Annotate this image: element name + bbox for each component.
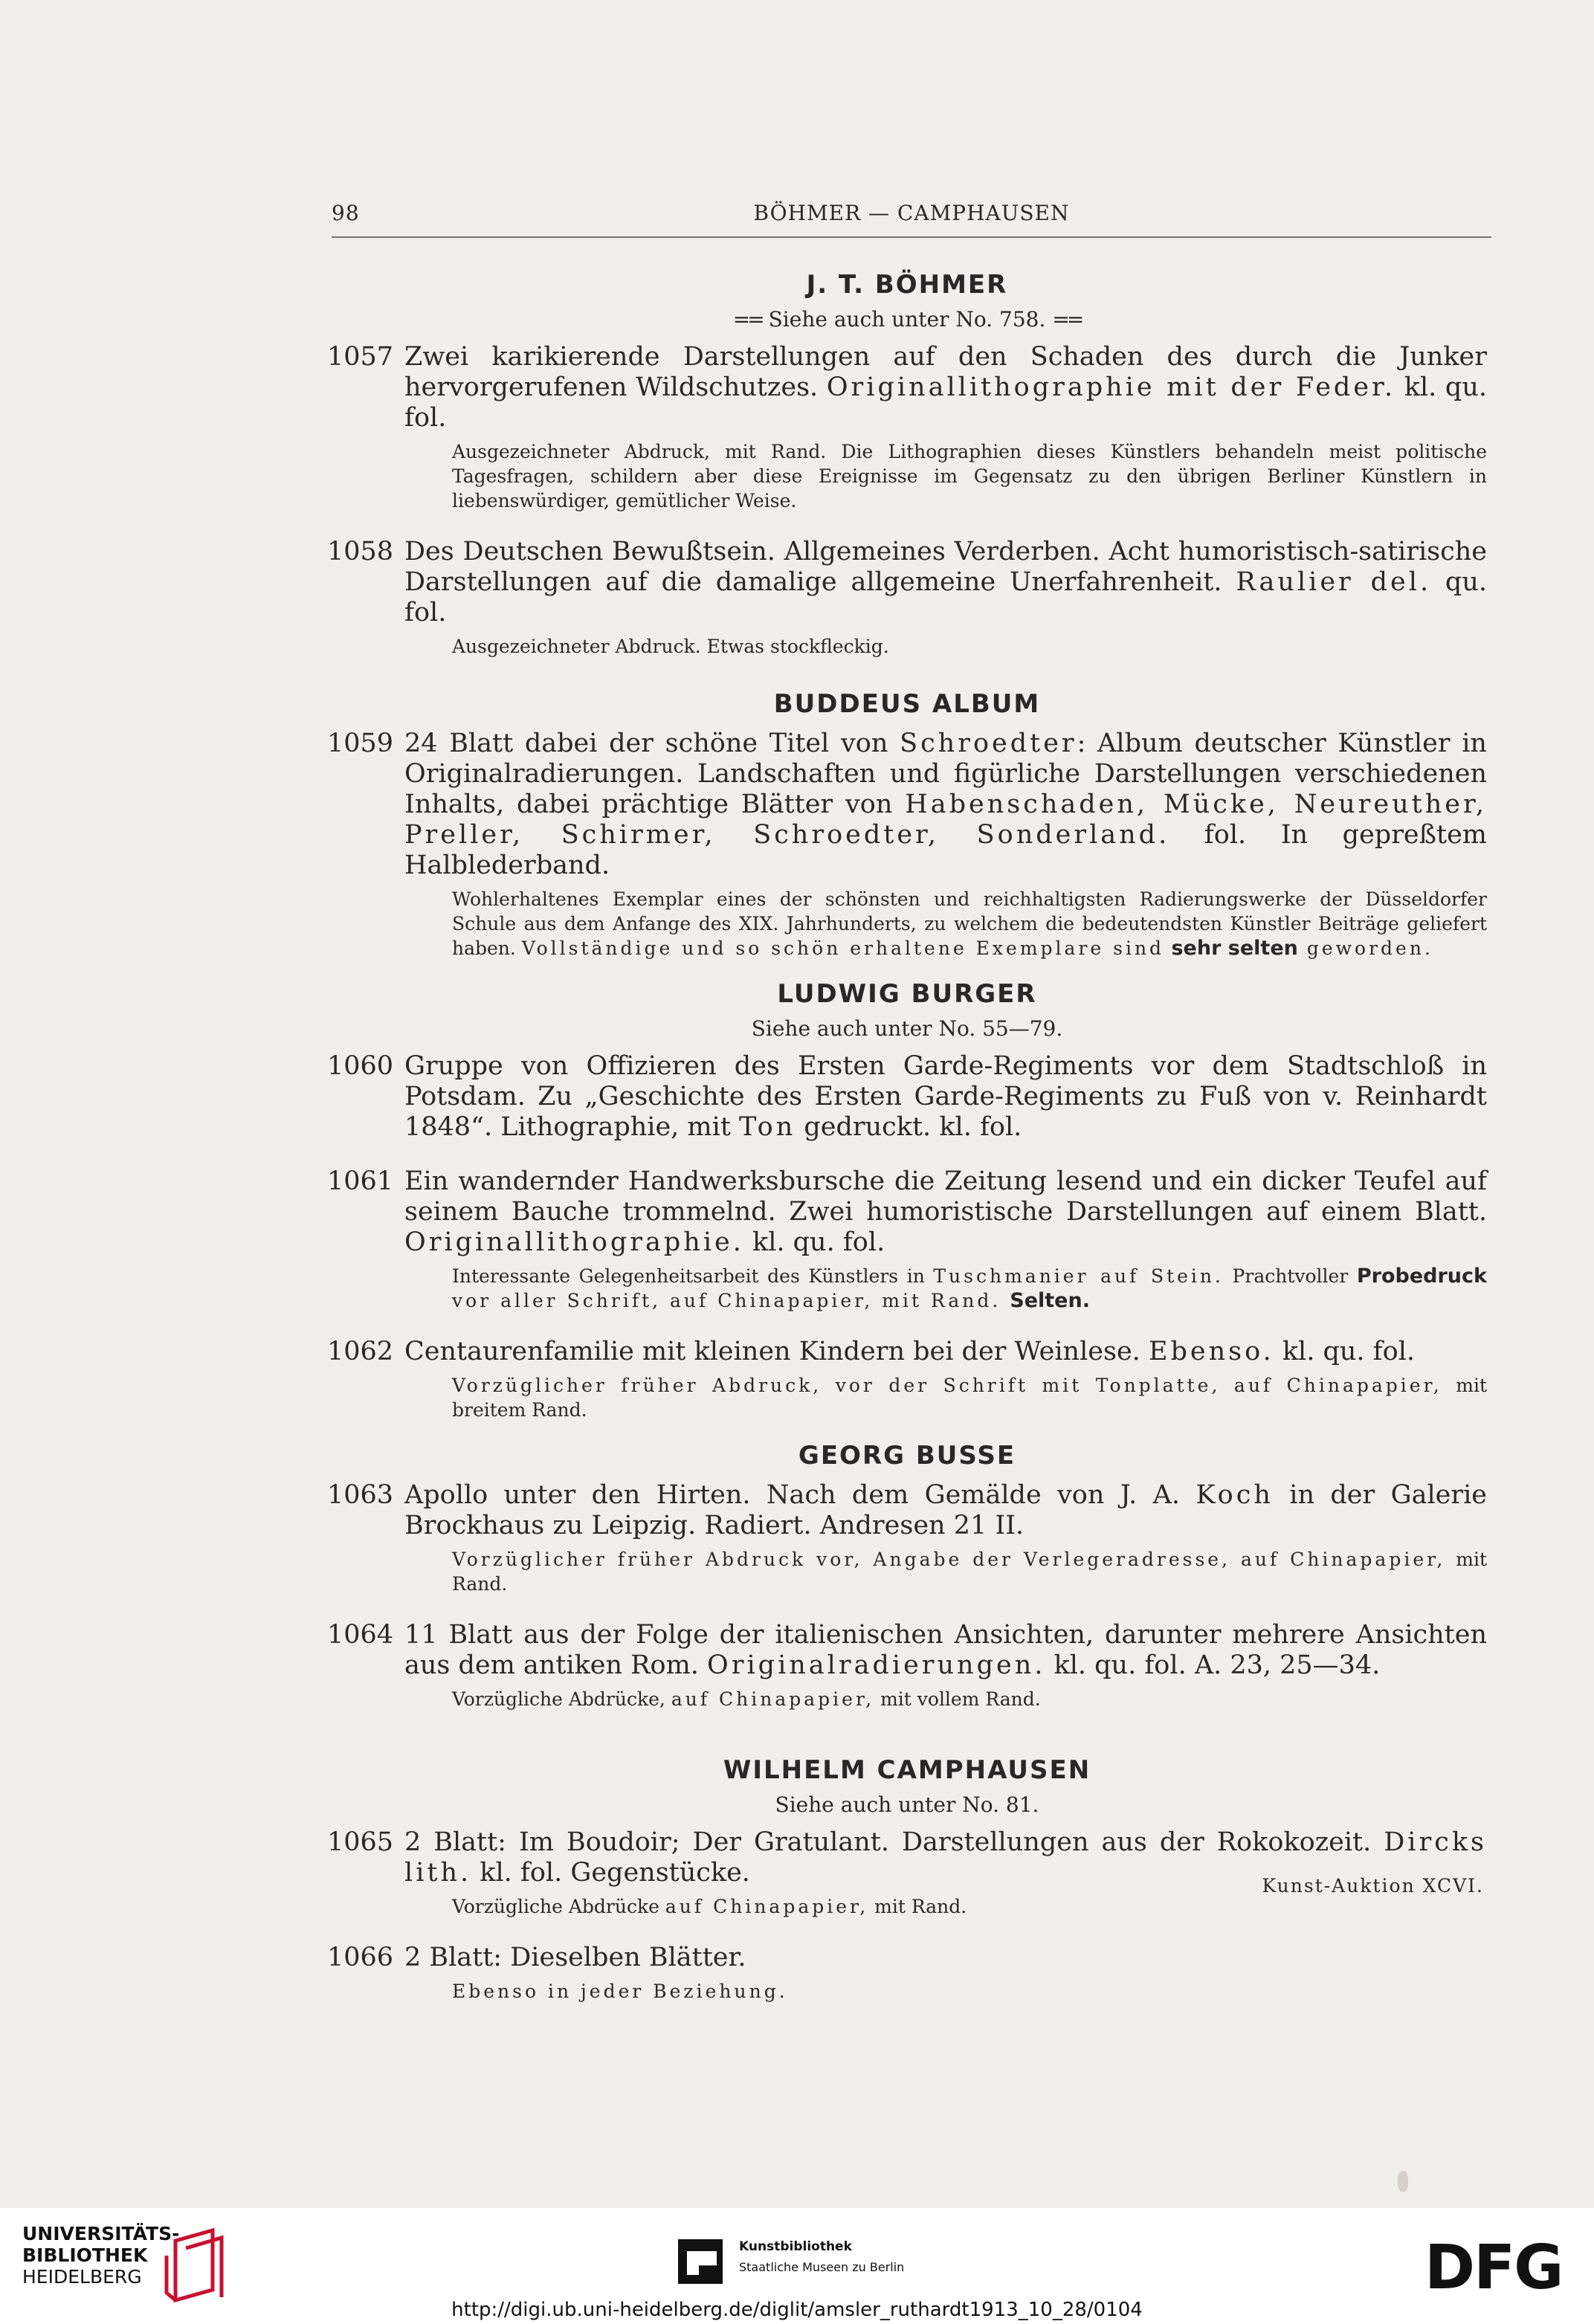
header-rule (332, 236, 1491, 238)
entry-text: 24 Blatt dabei der schöne Titel von Schroedter: Album deutscher Künstler in Originalradierungen. Landschaften und figürliche Darstellungen verschiedenen Inhalts, dabei prächtige Blätter von Habenschaden, Mücke, Neureuther, Preller, Schirmer, Schroedter, Sonderland. fol. In gepreßtem Halblederband. (404, 729, 1487, 880)
kunstbibliothek-icon (678, 2239, 723, 2284)
entry-text: Apollo unter den Hirten. Nach dem Gemälde von J. A. Koch in der Galerie Brockhaus zu Leipzig. Radiert. Andresen 21 II. (404, 1480, 1487, 1540)
ub-logo-line: BIBLIOTHEK (22, 2244, 148, 2266)
entry-number: 1063 (327, 1480, 394, 1510)
entry-number: 1062 (327, 1337, 394, 1366)
see-also-mark: == (1052, 307, 1082, 332)
entry-note: Wohlerhaltenes Exemplar eines der schönsten und reichhaltigsten Radierungswerke der Düsseldorfer Schule aus dem Anfange des XIX. Jahrhunderts, zu welchem die bedeutendsten Künstler Beiträge geliefert haben. Vollständige und so schön erhaltene Exemplare sind sehr selten geworden. (452, 888, 1487, 960)
entry-number: 1061 (327, 1166, 394, 1196)
kb-logo-subtitle: Staatliche Museen zu Berlin (739, 2260, 905, 2274)
ub-emblem-icon (161, 2226, 235, 2303)
permalink-url[interactable]: http://digi.ub.uni-heidelberg.de/diglit/amsler_ruthardt1913_10_28/0104 (451, 2299, 1143, 2321)
entry-text: 2 Blatt: Dieselben Blätter. (404, 1943, 746, 1972)
entry-number: 1064 (327, 1620, 394, 1650)
entry-text: Gruppe von Offizieren des Ersten Garde-Regiments vor dem Stadtschloß in Potsdam. Zu „Geschichte des Ersten Garde-Regiments zu Fuß von v. Reinhardt 1848“. Lithographie, mit Ton gedruckt. kl. fol. (404, 1051, 1487, 1142)
section-heading: BUDDEUS ALBUM (773, 689, 1041, 719)
entry-text: Centaurenfamilie mit kleinen Kindern bei der Weinlese. Ebenso. kl. qu. fol. (404, 1337, 1416, 1366)
entry-note: Vorzüglicher früher Abdruck vor, Angabe der Verlegeradresse, auf Chinapapier, mit Rand. (452, 1549, 1487, 1595)
see-also-text: Siehe auch unter No. 81. (775, 1792, 1039, 1817)
running-header (332, 201, 1491, 230)
entry-note: Ausgezeichneter Abdruck, mit Rand. Die Lithographien dieses Künstlers behandeln meist politische Tagesfragen, schildern aber diese Ereignisse im Gegensatz zu den übrigen Berliner Künstlern in liebenswürdiger, gemütlicher Weise. (452, 441, 1487, 511)
entry-note: Vorzügliche Abdrücke, auf Chinapapier, mit vollem Rand. (452, 1688, 1041, 1710)
catalog-entry (327, 537, 1487, 628)
see-also (327, 1014, 1487, 1044)
catalog-entry (327, 1620, 1487, 1681)
entry-number: 1058 (327, 537, 394, 567)
catalog-content (327, 268, 1487, 2004)
entry-note: Vorzüglicher früher Abdruck, vor der Schrift mit Tonplatte, auf Chinapapier, mit breitem Rand. (452, 1375, 1487, 1421)
entry-text: Zwei karikierende Darstellungen auf den Schaden des durch die Junker hervorgerufenen Wildschutzes. Originallithographie mit der Feder. kl. qu. fol. (404, 342, 1487, 433)
see-also-mark: == (732, 307, 762, 332)
catalog-entry (327, 1337, 1487, 1367)
kb-logo-title: Kunstbibliothek (739, 2239, 852, 2254)
paper-speck (1398, 2171, 1408, 2192)
catalog-signature: Kunst-Auktion XCVI. (1262, 1875, 1484, 1897)
section-heading: J. T. BÖHMER (806, 270, 1008, 300)
entry-note: Ebenso in jeder Beziehung. (452, 1981, 788, 2002)
entry-text: 2 Blatt: Im Boudoir; Der Gratulant. Darstellungen aus der Rokokozeit. Dircks lith. kl. fol. Gegenstücke. (404, 1827, 1487, 1888)
dfg-logo[interactable]: DFG (1424, 2233, 1563, 2303)
catalog-entry (327, 729, 1487, 881)
catalog-entry (327, 1051, 1487, 1143)
entry-number: 1060 (327, 1051, 394, 1081)
entry-number: 1059 (327, 729, 394, 758)
see-also-text: Siehe auch unter No. 55—79. (751, 1016, 1063, 1041)
digitization-footer (0, 2208, 1594, 2324)
entry-number: 1066 (327, 1943, 394, 1972)
entry-note: Ausgezeichneter Abdruck. Etwas stockfleckig. (452, 636, 889, 657)
section-heading: WILHELM CAMPHAUSEN (723, 1755, 1091, 1785)
header-title: BÖHMER — CAMPHAUSEN (753, 201, 1070, 225)
ub-heidelberg-logo[interactable] (22, 2223, 230, 2305)
ub-logo-line: UNIVERSITÄTS- (22, 2223, 180, 2244)
catalog-entry (327, 1480, 1487, 1541)
catalog-entry (327, 1943, 1487, 1973)
entry-text: Ein wandernder Handwerksbursche die Zeitung lesend und ein dicker Teufel auf seinem Bauche trommelnd. Zwei humoristische Darstellungen auf einem Blatt. Originallithographie. kl. qu. fol. (404, 1166, 1487, 1257)
catalog-entry (327, 1166, 1487, 1258)
ub-logo-line: HEIDELBERG (22, 2266, 142, 2288)
entry-number: 1057 (327, 342, 394, 372)
section-heading: LUDWIG BURGER (777, 979, 1037, 1009)
catalog-entry (327, 342, 1487, 433)
entry-text: 11 Blatt aus der Folge der italienischen Ansichten, darunter mehrere Ansichten aus dem antiken Rom. Originalradierungen. kl. qu. fol. A. 23, 25—34. (404, 1620, 1487, 1680)
entry-number: 1065 (327, 1827, 394, 1857)
see-also (327, 305, 1487, 335)
see-also-text: Siehe auch unter No. 758. (768, 307, 1046, 332)
entry-text: Des Deutschen Bewußtsein. Allgemeines Verderben. Acht humoristisch-satirische Darstellungen auf die damalige allgemeine Unerfahrenheit. Raulier del. qu. fol. (404, 537, 1488, 627)
entry-note: Vorzügliche Abdrücke auf Chinapapier, mit Rand. (452, 1896, 967, 1917)
kunstbibliothek-logo[interactable] (678, 2236, 990, 2288)
entry-note: Interessante Gelegenheitsarbeit des Künstlers in Tuschmanier auf Stein. Prachtvoller Probedruck vor aller Schrift, auf Chinapapier, mit Rand. Selten. (452, 1265, 1487, 1312)
page-number: 98 (332, 201, 360, 225)
section-heading: GEORG BUSSE (798, 1441, 1016, 1471)
see-also (327, 1790, 1487, 1820)
